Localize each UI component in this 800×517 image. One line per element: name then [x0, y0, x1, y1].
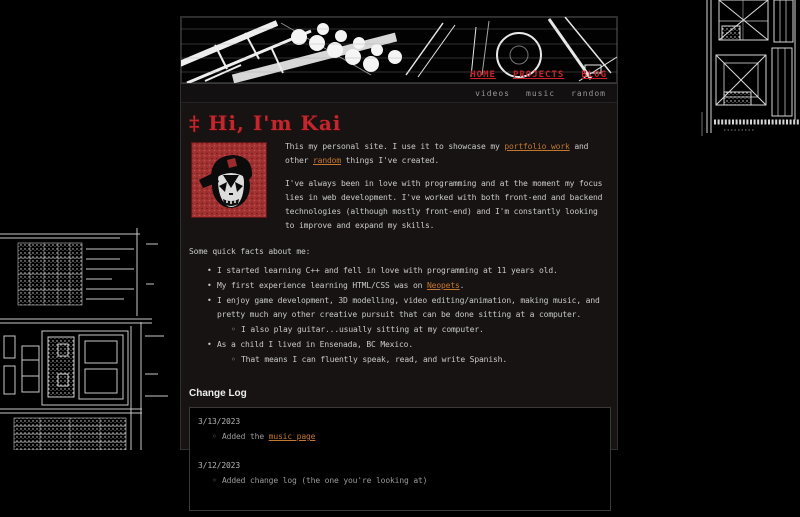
changelog-date: 3/13/2023: [198, 417, 240, 426]
page-container: [180, 16, 618, 485]
subnav-link-videos[interactable]: videos: [475, 88, 510, 98]
about-paragraph: I've always been in love with programming and at the moment my focus lies in web development. I've worked with both front-end and backend technologies (although mostly front-end) and I'm constantly looking to improve and expand my skills.: [285, 179, 603, 230]
changelog-items: [198, 474, 602, 488]
neopets-link[interactable]: Neopets: [427, 281, 460, 290]
list-item: [189, 264, 611, 278]
changelog-title: Change Log: [189, 388, 247, 399]
list-item: [189, 294, 611, 322]
fact-text: That means I can fluently speak, read, and write Spanish.: [241, 355, 507, 364]
bullet-icon: •: [207, 266, 212, 275]
intro-text: and other: [285, 142, 589, 165]
avatar: [191, 142, 267, 218]
sub-bullet-icon: ◦: [212, 432, 217, 441]
bio-section: [189, 140, 611, 233]
fact-text: I enjoy game development, 3D modelling, video editing/animation, making music, and pretty much any other creative pursuit that can be done sitting at a computer.: [217, 296, 600, 319]
blueprint-art-right: [694, 0, 800, 140]
bullet-icon: •: [207, 281, 212, 290]
intro-text: This my personal site. I use it to showcase my: [285, 142, 505, 151]
page-title: ‡ Hi, I'm Kai: [189, 111, 342, 135]
subnav-link-random[interactable]: random: [571, 88, 606, 98]
list-subitem: [189, 353, 611, 367]
list-item: [189, 279, 611, 293]
subnav-link-music[interactable]: music: [526, 88, 556, 98]
secondary-nav: [181, 84, 617, 103]
sub-bullet-icon: ◦: [231, 355, 236, 364]
primary-nav: [470, 70, 607, 80]
sub-bullet-icon: ◦: [231, 325, 236, 334]
changelog-item: [198, 474, 602, 488]
sub-bullet-icon: ◦: [212, 476, 217, 485]
nav-link-home[interactable]: HOME: [470, 70, 496, 80]
changelog-entry: [198, 415, 602, 444]
changelog-items: [198, 430, 602, 444]
music-page-link[interactable]: music page: [268, 432, 316, 441]
changelog-item: [198, 430, 602, 444]
facts-list: [189, 264, 611, 367]
fact-text: .: [459, 281, 465, 290]
random-link[interactable]: random: [313, 156, 341, 165]
facts-label: Some quick facts about me:: [189, 247, 311, 256]
fact-text: My first experience learning HTML/CSS was on: [217, 281, 427, 290]
fact-text: As a child I lived in Ensenada, BC Mexico.: [217, 340, 413, 349]
banner: [181, 17, 617, 84]
portfolio-work-link[interactable]: portfolio work: [504, 142, 570, 151]
list-subitem: [189, 323, 611, 337]
bullet-icon: •: [207, 296, 212, 305]
nav-link-blog[interactable]: BLOG: [581, 70, 607, 80]
changelog-entry: [198, 459, 602, 488]
changelog-box: [189, 407, 611, 511]
changelog-date: 3/12/2023: [198, 461, 240, 470]
fact-text: I started learning C++ and fell in love with programming at 11 years old.: [217, 266, 558, 275]
list-item: [189, 338, 611, 352]
main-content: [181, 103, 617, 517]
bullet-icon: •: [207, 340, 212, 349]
blueprint-art-left: [0, 224, 178, 450]
fact-text: I also play guitar...usually sitting at my computer.: [241, 325, 484, 334]
changelog-text: Added the: [222, 432, 269, 441]
nav-link-projects[interactable]: PROJECTS: [512, 70, 565, 80]
changelog-text: Added change log (the one you're looking at): [222, 476, 428, 485]
intro-text: things I've created.: [341, 156, 439, 165]
